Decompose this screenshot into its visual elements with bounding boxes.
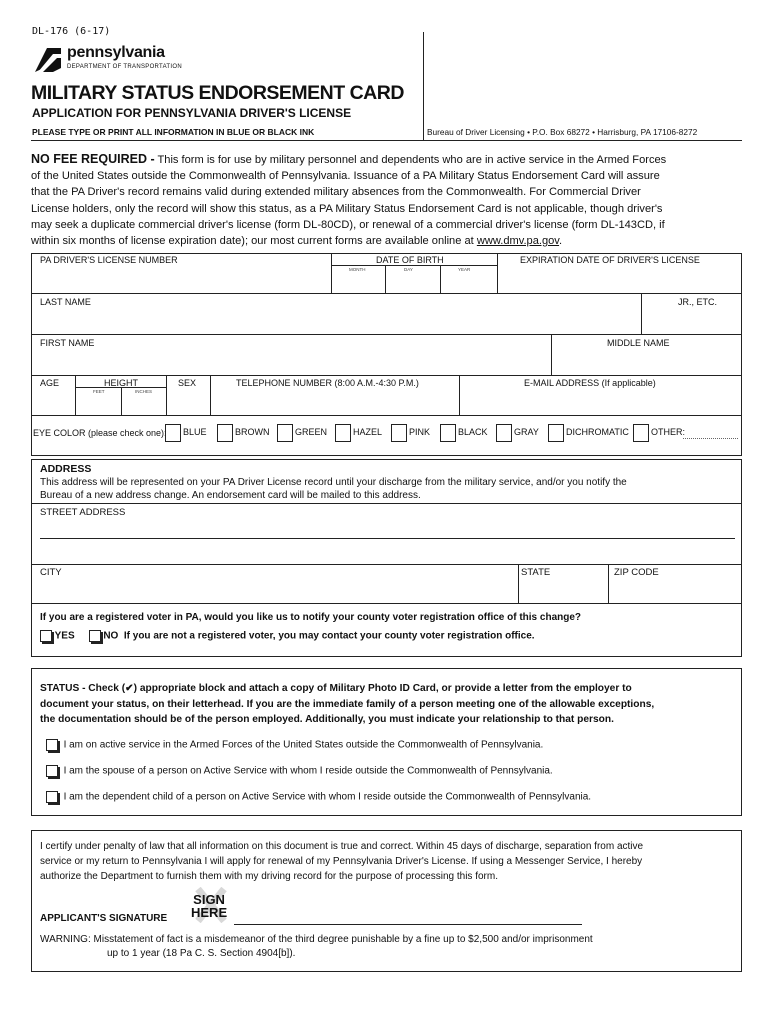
signature-input[interactable] (234, 906, 582, 924)
voter-yes-checkbox[interactable] (40, 630, 52, 642)
dob-input[interactable] (332, 276, 496, 292)
ink-note: PLEASE TYPE OR PRINT ALL INFORMATION IN BLUE OR BLACK INK (32, 127, 315, 137)
telephone-input[interactable] (212, 389, 458, 414)
intro-paragraph: NO FEE REQUIRED - This form is for use by military personnel and dependents who are in active service in the Armed Forces of the United States outside the Commonwealth of Pennsylvania. Issuance of a PA Military Status Endorsement Card will assure that the PA Driver's record remains valid during extended military absences from the Commonwealth. For Commercial Driver License holders, only the record will show this status, as a PA Military Status Endorsement Card is not applicable, though driver's may seek a duplicate commercial driver's license (form DL-80CD), or renewal of a commercial driver's license (form DL-143CD, if within six months of license expiration date); our most current forms are available online at www.dmv.pa.gov. (31, 152, 667, 248)
voter-options (40, 630, 535, 642)
voter-question: If you are a registered voter in PA, would you like us to notify your county voter registration office of this change? (40, 612, 582, 623)
height-label: HEIGHT (104, 378, 139, 388)
expiration-input[interactable] (499, 266, 740, 292)
telephone-label: TELEPHONE NUMBER (8:00 A.M.-4:30 P.M.) (236, 378, 419, 388)
eye-color-other-input[interactable] (683, 438, 738, 439)
address-note: This address will be represented on your PA Driver License record until your discharge from the military service, and/or you notify the Bureau of a new address change. An endorsement card will be mailed to this address. (40, 477, 627, 501)
expiration-label: EXPIRATION DATE OF DRIVER'S LICENSE (520, 255, 700, 265)
email-input[interactable] (461, 389, 740, 414)
street-address-label: STREET ADDRESS (40, 507, 126, 518)
age-input[interactable] (33, 389, 74, 414)
city-label: CITY (40, 567, 62, 578)
sex-label: SEX (178, 378, 197, 388)
signature-line (234, 924, 582, 925)
age-label: AGE (40, 378, 60, 388)
last-name-input[interactable] (33, 308, 639, 333)
certify-statement: I certify under penalty of law that all information on this document is true and correct. Within 45 days of discharge, separation from active service or my return to Pennsylvania I will apply for renewal of my Pennsylvania Driver's License. If using a Messenger Service, I hereby authorize the Department to furnish them with my driving record for the purpose of processing this form. (40, 841, 644, 882)
street-address-input[interactable] (33, 519, 740, 537)
voter-no-note: If you are not a registered voter, you may contact your county voter registration office. (123, 630, 535, 642)
warning-text: WARNING: Misstatement of fact is a misdemeanor of the third degree punishable by a fine up to $2,500 and/or imprisonment up to 1 year (18 Pa C. S. Section 4904[b]). (40, 934, 593, 959)
signature-label: APPLICANT'S SIGNATURE (40, 913, 168, 924)
middle-name-input[interactable] (553, 349, 740, 374)
zip-input[interactable] (610, 579, 740, 602)
eye-color-label: EYE COLOR (please check one): (33, 428, 167, 438)
logo-subtitle: DEPARTMENT OF TRANSPORTATION (67, 64, 182, 70)
first-name-input[interactable] (33, 349, 549, 374)
status-spouse-checkbox[interactable] (46, 765, 58, 777)
voter-no-label: NO (103, 630, 119, 642)
header-divider (423, 32, 424, 140)
page-title: MILITARY STATUS ENDORSEMENT CARD (31, 82, 404, 104)
form-number: DL-176 (6-17) (32, 26, 111, 37)
logo-name: pennsylvania (67, 44, 165, 61)
no-fee-lead: NO FEE REQUIRED - (31, 152, 155, 166)
suffix-input[interactable] (643, 308, 740, 333)
status-option-child: I am the dependent child of a person on Active Service with whom I reside outside the Commonwealth of Pennsylvania. (46, 791, 591, 803)
sex-input[interactable] (168, 389, 209, 414)
header-rule (31, 140, 742, 141)
license-number-input[interactable] (33, 266, 329, 292)
jr-label: JR., ETC. (678, 297, 718, 307)
status-option-spouse: I am the spouse of a person on Active Service with whom I reside outside the Commonwealth of Pennsylvania. (46, 765, 553, 777)
last-name-label: LAST NAME (40, 297, 91, 307)
first-name-label: FIRST NAME (40, 338, 95, 348)
sign-here-badge: SIGN HERE (191, 892, 228, 920)
voter-yes-label: YES (54, 630, 75, 642)
pennsylvania-keystone-logo-icon (33, 46, 63, 74)
state-label: STATE (521, 567, 551, 578)
page-subtitle: APPLICATION FOR PENNSYLVANIA DRIVER'S LICENSE (32, 106, 352, 120)
voter-no-checkbox[interactable] (89, 630, 101, 642)
zip-label: ZIP CODE (614, 567, 659, 578)
dob-label: DATE OF BIRTH (376, 255, 444, 265)
status-child-checkbox[interactable] (46, 791, 58, 803)
dmv-link[interactable]: www.dmv.pa.gov (476, 235, 560, 248)
email-label: E-MAIL ADDRESS (If applicable) (524, 378, 656, 388)
status-option-active: I am on active service in the Armed Forces of the United States outside the Commonwealth of Pennsylvania. (46, 739, 543, 751)
status-active-checkbox[interactable] (46, 739, 58, 751)
bureau-address: Bureau of Driver Licensing • P.O. Box 68272 • Harrisburg, PA 17106-8272 (427, 127, 698, 137)
license-number-label: PA DRIVER'S LICENSE NUMBER (40, 255, 178, 265)
city-input[interactable] (33, 579, 517, 602)
height-input[interactable] (77, 396, 165, 414)
status-instructions: STATUS - Check (✔) appropriate block and attach a copy of Military Photo ID Card, or provide a letter from the employer to document your status, on their letterhead. If you are the immediate family of a person meeting one of the allowable exceptions, the documentation should be of the person employed. Additionally, you must indicate your relationship to that person. (40, 683, 655, 725)
address-heading: ADDRESS (40, 463, 92, 475)
middle-name-label: MIDDLE NAME (607, 338, 670, 348)
state-input[interactable] (520, 579, 607, 602)
